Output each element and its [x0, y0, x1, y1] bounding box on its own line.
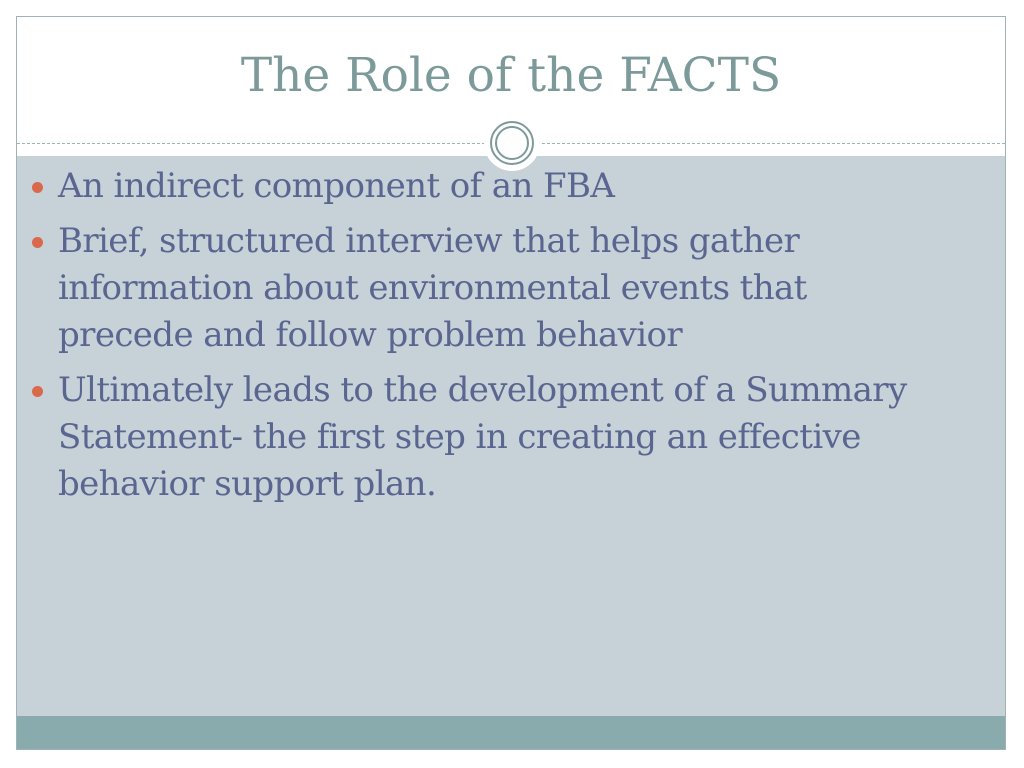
- footer-band: [17, 716, 1005, 750]
- bullet-dot-icon: [32, 237, 43, 248]
- bullet-item: [30, 218, 930, 359]
- bullet-text: Brief, structured interview that helps gather information about environmental events that precede and follow problem behavior: [58, 221, 807, 355]
- bullet-text: An indirect component of an FBA: [58, 166, 615, 206]
- bullet-item: [30, 367, 930, 508]
- bullet-list: [30, 163, 930, 516]
- bullet-dot-icon: [32, 386, 43, 397]
- bullet-item: [30, 163, 930, 210]
- slide-title: The Role of the FACTS: [240, 48, 782, 103]
- bullet-dot-icon: [32, 182, 43, 193]
- bullet-text: Ultimately leads to the development of a Summary Statement- the first step in creating an effective behavior support plan.: [58, 370, 907, 504]
